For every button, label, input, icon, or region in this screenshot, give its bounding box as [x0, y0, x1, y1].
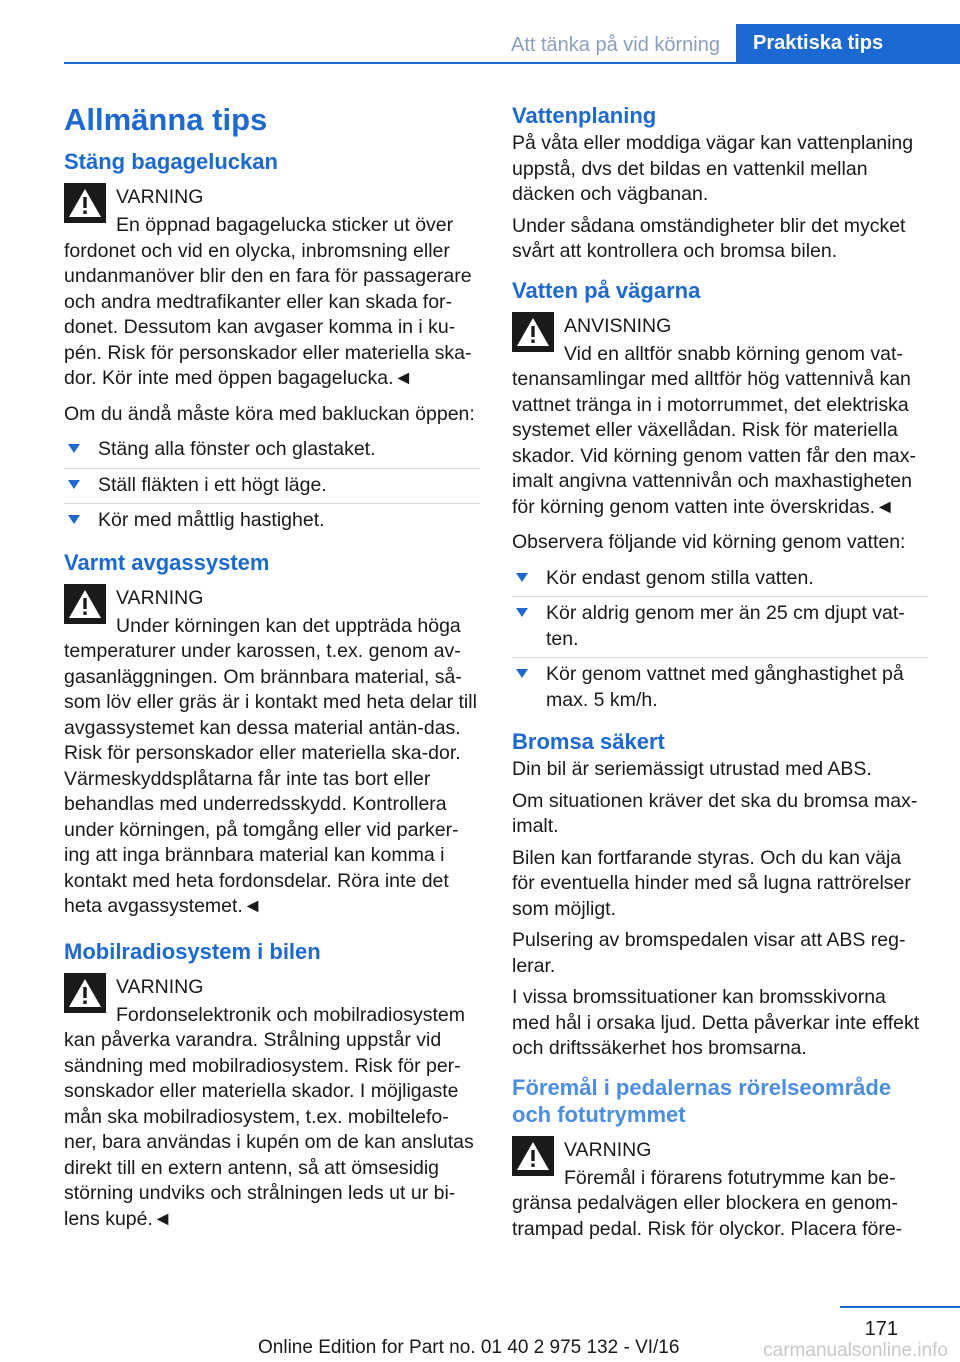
running-header-chapter: Praktiska tips: [736, 24, 960, 62]
list-item: Kör endast genom stilla vatten.: [512, 562, 928, 598]
heading-varmt-avgassystem: Varmt avgassystem: [64, 549, 270, 575]
heading-mobilradiosystem: Mobilradiosystem i bilen: [64, 938, 321, 964]
notice-box: [512, 310, 928, 521]
paragraph: Observera följande vid körning genom vatten:: [512, 531, 906, 553]
notice-label: ANVISNING: [564, 314, 672, 337]
running-header-section: Att tänka på vid körning: [510, 33, 720, 56]
heading-foremal-pedaler: Föremål i pedalernas rörelseområde och fotutrymmet: [512, 1074, 892, 1127]
right-column: [512, 96, 928, 1252]
bullet-triangle-icon: [516, 608, 528, 617]
page-number: 171: [864, 1318, 898, 1340]
warning-triangle-icon: [512, 1136, 554, 1176]
warning-text: Fordonselektronik och mobilradiosystem kan påverka varandra. Strålning uppstår vid sändning med mobilradiosystem. Risk för per-sonskador eller materiella skador. I möjligaste mån ska mobilradiosystem, t.ex. mobiltelefo-ner, bara användas i kupén om de kan anslutas direkt till en extern antenn, så att ömsesidig störning undviks och strålningen leds ut ur bi-lens kupé.◄: [64, 1003, 474, 1230]
warning-label: VARNING: [564, 1138, 652, 1161]
warning-label: VARNING: [116, 586, 204, 609]
warning-box: [64, 181, 480, 392]
heading-bromsa-sakert: Bromsa säkert: [512, 729, 665, 754]
warning-triangle-icon: [64, 973, 106, 1013]
edition-line: Online Edition for Part no. 01 40 2 975 132 - VI/16: [258, 1337, 680, 1358]
warning-triangle-icon: [512, 312, 554, 352]
header-rule: [64, 62, 960, 64]
warning-box: [64, 971, 480, 1233]
warning-label: VARNING: [116, 975, 204, 998]
paragraph: Bilen kan fortfarande styras. Och du kan väja för eventuella hinder med så lugna rattrörelser som möjligt.: [512, 846, 911, 920]
paragraph: Om situationen kräver det ska du bromsa max-imalt.: [512, 789, 918, 837]
heading-vatten-pa-vagarna: Vatten på vägarna: [512, 277, 701, 303]
heading-stang-bagageluckan: Stäng bagageluckan: [64, 149, 278, 174]
footer-rule: [840, 1306, 960, 1308]
list-item: Stäng alla fönster och glastaket.: [64, 433, 480, 469]
warning-triangle-icon: [64, 584, 106, 624]
bullet-list: [64, 433, 480, 539]
warning-text: Under körningen kan det uppträda höga temperaturer under karossen, t.ex. genom av-gasanläggningen. Om brännbara material, så-som löv eller gräs är i kontakt med heta delar till avgassystemet kan dessa material antän-das. Risk för personskador eller materiella ska-dor. Värmeskyddsplåtarna får inte tas bort eller behandlas med underredsskydd. Kontrollera under körningen, på tomgång eller vid parker-ing att inga brännbara material kan komma i kontakt med heta fordonsdelar. Röra inte det heta avgassystemet.◄: [64, 614, 477, 917]
paragraph: I vissa bromssituationer kan bromsskivorna med hål i orsaka ljud. Detta påverkar inte effekt och driftssäkerhet hos bromsarna.: [512, 986, 920, 1059]
warning-triangle-icon: [64, 183, 106, 223]
warning-box: [512, 1134, 928, 1243]
warning-text: En öppnad bagagelucka sticker ut över fordonet och vid en olycka, inbromsning eller undanmanöver blir den en fara för passagerare och andra medtrafikanter eller kan skada for-donet. Dessutom kan avgaser komma in i ku-pén. Risk för personskador eller materiella ska-dor. Kör inte med öppen bagagelucka.◄: [64, 214, 472, 389]
bullet-triangle-icon: [516, 669, 528, 678]
list-item: Kör genom vattnet med gånghastighet på max. 5 km/h.: [512, 658, 928, 718]
list-item: Ställ fläkten i ett högt läge.: [64, 469, 480, 505]
heading-vattenplaning: Vattenplaning: [512, 103, 657, 128]
watermark: carmanualsonline.info: [763, 1340, 948, 1361]
warning-label: VARNING: [116, 186, 204, 208]
bullet-list: [512, 562, 928, 719]
warning-text: Föremål i förarens fotutrymme kan be-gränsa pedalvägen eller blockera en genom-trampad pedal. Risk för olyckor. Placera före-: [512, 1166, 903, 1240]
left-column: [64, 96, 480, 1242]
paragraph: Din bil är seriemässigt utrustad med ABS.: [512, 758, 872, 780]
bullet-triangle-icon: [516, 573, 528, 582]
list-item: Kör aldrig genom mer än 25 cm djupt vat-ten.: [512, 597, 928, 658]
list-item: Kör med måttlig hastighet.: [64, 504, 480, 539]
bullet-triangle-icon: [68, 444, 80, 453]
paragraph: Pulsering av bromspedalen visar att ABS reg-lerar.: [512, 929, 906, 977]
paragraph: På våta eller moddiga vägar kan vattenplaning uppstå, dvs det bildas en vattenkil mellan däcken och vägbanan.: [512, 132, 914, 205]
paragraph: Under sådana omständigheter blir det mycket svårt att kontrollera och bromsa bilen.: [512, 214, 906, 262]
notice-text: Vid en alltför snabb körning genom vat-tenansamlingar med alltför hög vattennivå kan vattnet tränga in i motorrummet, det elektriska systemet eller växellådan. Risk för materiella skador. Vid körning genom vatten får den max-imalt angivna vattennivån och maxhastigheten för körning genom vatten inte överskridas.◄: [512, 342, 916, 518]
page-title: Allmänna tips: [64, 102, 268, 137]
warning-box: [64, 582, 480, 920]
paragraph: Om du ändå måste köra med bakluckan öppen:: [64, 402, 475, 425]
bullet-triangle-icon: [68, 515, 80, 524]
bullet-triangle-icon: [68, 480, 80, 489]
